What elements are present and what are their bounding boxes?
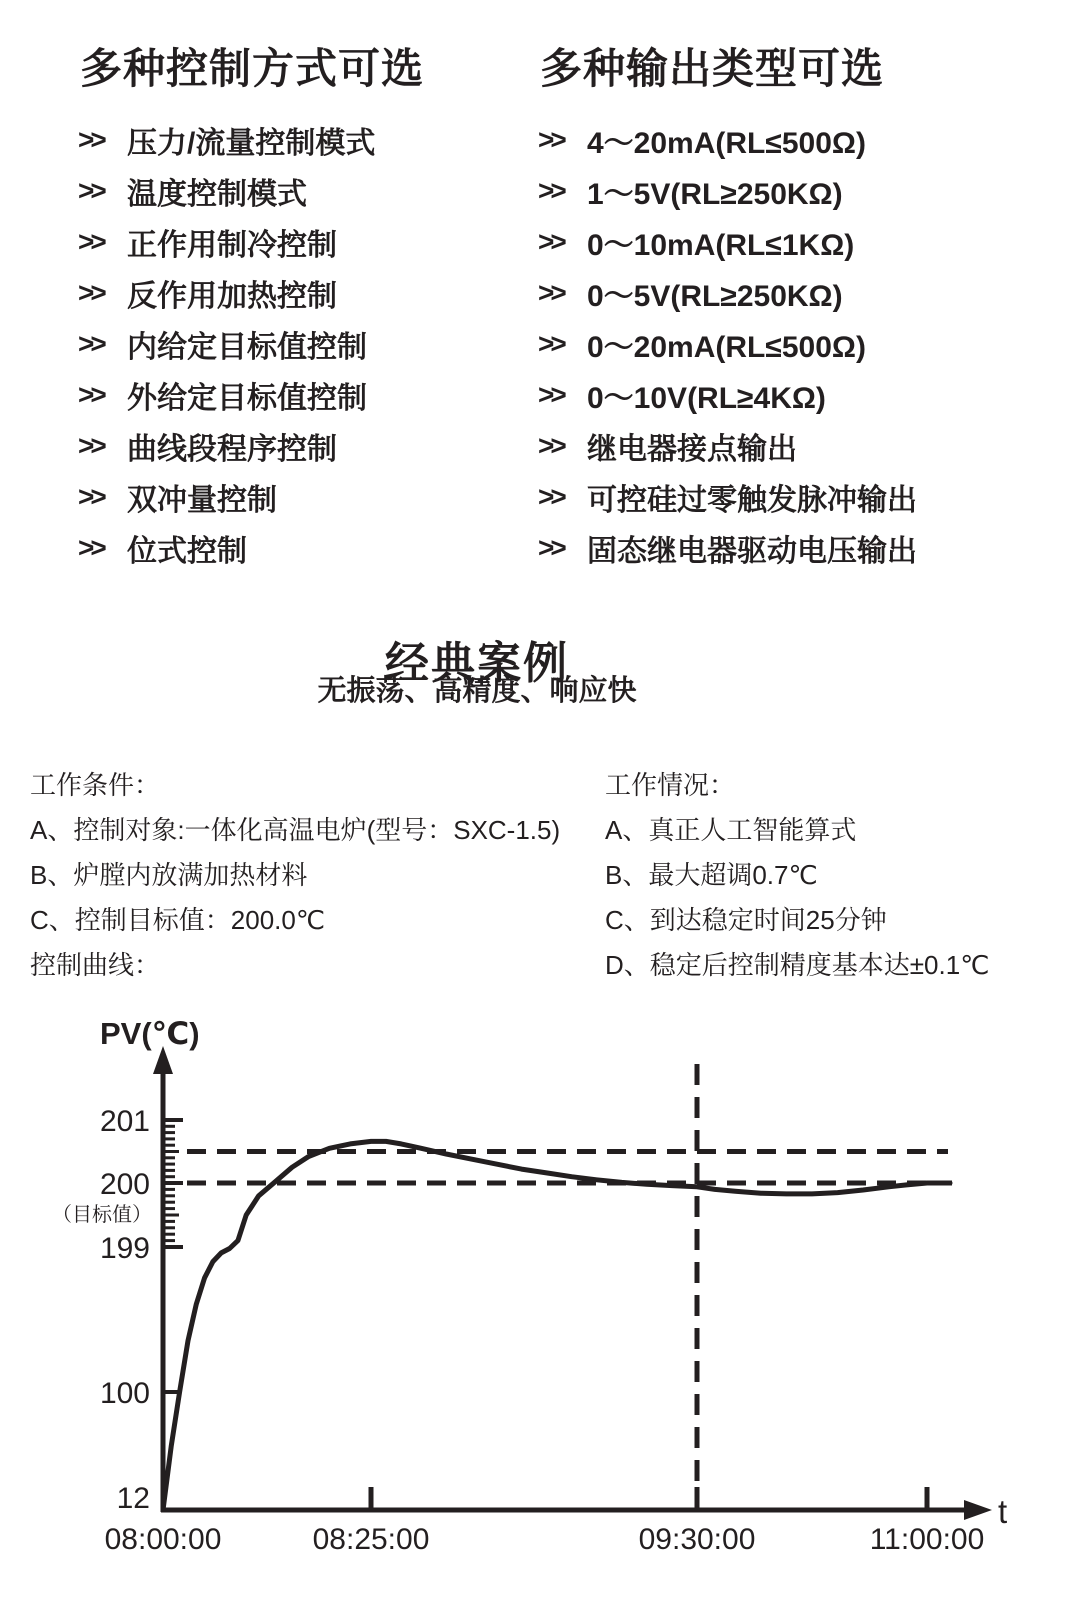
chart-labels (52, 1016, 1007, 1556)
chevron-bullet-icon: >> (538, 276, 563, 308)
chevron-bullet-icon: >> (78, 174, 103, 206)
list-item-label: 温度控制模式 (127, 177, 307, 211)
y-tick-label: 100 (99, 1377, 150, 1410)
chevron-bullet-icon: >> (78, 480, 103, 512)
work-result-text: D、稳定后控制精度基本达±0.1℃ (605, 950, 990, 980)
work-condition-text: C、控制目标值：200.0℃ (30, 905, 326, 935)
pv-curve (163, 1141, 950, 1510)
x-axis-title: t (998, 1493, 1008, 1530)
x-axis-ticks (371, 1487, 927, 1510)
y-tick-label: 200 (99, 1168, 150, 1201)
chevron-bullet-icon: >> (78, 531, 103, 563)
work-result-text: B、最大超调0.7℃ (605, 860, 818, 890)
list-item-label: 0～20mA(RL≤500Ω) (587, 330, 866, 364)
work-result-text: C、到达稳定时间25分钟 (605, 905, 887, 935)
chevron-bullet-icon: >> (78, 378, 103, 410)
chevron-bullet-icon: >> (78, 276, 103, 308)
target-value-note: （目标值） (52, 1204, 152, 1226)
list-item-label: 曲线段程序控制 (127, 432, 337, 466)
work-result-text: A、真正人工智能算式 (605, 815, 857, 845)
chevron-bullet-icon: >> (78, 123, 103, 155)
output-types-title: 多种输出类型可选 (540, 45, 885, 92)
chevron-bullet-icon: >> (78, 429, 103, 461)
work-condition-text: B、炉膛内放满加热材料 (30, 860, 308, 890)
chevron-bullet-icon: >> (78, 327, 103, 359)
chevron-bullet-icon: >> (538, 531, 563, 563)
chevron-bullet-icon: >> (538, 429, 563, 461)
y-tick-label: 201 (99, 1105, 150, 1138)
list-item-label: 固态继电器驱动电压输出 (587, 534, 917, 568)
control-curve-label: 控制曲线： (30, 950, 161, 980)
list-item-label: 4～20mA(RL≤500Ω) (587, 126, 866, 160)
case-subtitle: 无振荡、高精度、响应快 (317, 675, 637, 707)
chevron-bullet-icon: >> (538, 327, 563, 359)
y-axis-title: PV(℃) (100, 1016, 200, 1051)
x-tick-label: 09:30:00 (638, 1523, 756, 1556)
x-axis-arrow (964, 1500, 992, 1520)
y-tick-label: 199 (99, 1232, 150, 1265)
work-condition-text: A、控制对象:一体化高温电炉(型号：SXC-1.5) (30, 815, 561, 845)
list-item-label: 正作用制冷控制 (127, 228, 337, 262)
list-item-label: 0～5V(RL≥250KΩ) (587, 279, 843, 313)
work-conditions-heading: 工作条件： (30, 770, 161, 800)
x-tick-label: 08:25:00 (312, 1523, 430, 1556)
list-item-label: 0～10mA(RL≤1KΩ) (587, 228, 855, 262)
chevron-bullet-icon: >> (538, 378, 563, 410)
y-axis-ticks (163, 1120, 183, 1392)
list-item-label: 可控硅过零触发脉冲输出 (587, 483, 917, 517)
list-item-label: 位式控制 (127, 534, 247, 568)
list-item-label: 压力/流量控制模式 (127, 126, 376, 160)
control-modes-title: 多种控制方式可选 (80, 45, 425, 92)
list-item-label: 1～5V(RL≥250KΩ) (587, 177, 843, 211)
list-item-label: 外给定目标值控制 (127, 381, 367, 415)
list-item-label: 内给定目标值控制 (127, 330, 367, 364)
list-item-label: 0～10V(RL≥4KΩ) (587, 381, 826, 415)
work-results-heading: 工作情况： (605, 770, 736, 800)
chevron-bullet-icon: >> (538, 480, 563, 512)
x-tick-label: 08:00:00 (104, 1523, 222, 1556)
chevron-bullet-icon: >> (538, 123, 563, 155)
chevron-bullet-icon: >> (538, 174, 563, 206)
list-item-label: 反作用加热控制 (127, 279, 337, 313)
chevron-bullet-icon: >> (538, 225, 563, 257)
list-item-label: 双冲量控制 (127, 483, 277, 517)
list-item-label: 继电器接点输出 (587, 432, 797, 466)
chevron-bullet-icon: >> (78, 225, 103, 257)
y-tick-label: 12 (116, 1482, 150, 1515)
x-tick-label: 11:00:00 (869, 1523, 985, 1556)
case-title: 经典案例 (385, 639, 569, 689)
